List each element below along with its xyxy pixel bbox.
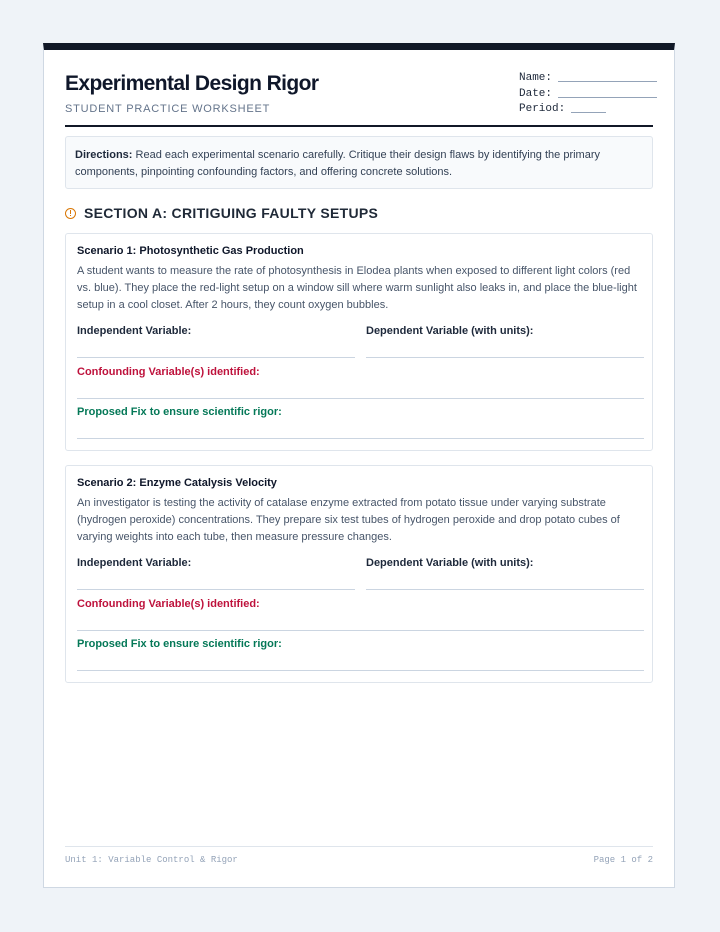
name-field[interactable] xyxy=(558,72,657,82)
proposed-fix-label: Proposed Fix to ensure scientific rigor: xyxy=(77,638,282,650)
section-heading xyxy=(65,205,378,221)
directions-label: Directions: xyxy=(75,149,133,161)
confounding-variable-field[interactable] xyxy=(77,398,644,399)
name-label: Name: xyxy=(519,72,553,84)
proposed-fix-field[interactable] xyxy=(77,438,644,439)
date-field[interactable] xyxy=(558,88,657,98)
footer-page-number: Page 1 of 2 xyxy=(593,855,653,865)
proposed-fix-label: Proposed Fix to ensure scientific rigor: xyxy=(77,406,282,418)
independent-variable-field[interactable] xyxy=(77,357,355,358)
independent-variable-field[interactable] xyxy=(77,589,355,590)
name-row xyxy=(519,72,657,88)
confounding-variable-field[interactable] xyxy=(77,630,644,631)
footer-unit: Unit 1: Variable Control & Rigor xyxy=(65,855,238,865)
section-title: SECTION A: CRITIGUING FAULTY SETUPS xyxy=(84,205,379,221)
page-footer xyxy=(65,846,653,865)
confounding-variable-label: Confounding Variable(s) identified: xyxy=(77,366,260,378)
scenario-title: Scenario 2: Enzyme Catalysis Velocity xyxy=(77,477,277,489)
scenario-title: Scenario 1: Photosynthetic Gas Production xyxy=(77,245,304,257)
dependent-variable-field[interactable] xyxy=(366,589,644,590)
alert-circle-icon xyxy=(65,208,76,219)
directions-text: Read each experimental scenario carefully. Critique their design flaws by identifying the primary components, pinpointing confounding factors, and offering concrete solutions. xyxy=(75,149,600,178)
period-label: Period: xyxy=(519,103,566,115)
scenario-description: A student wants to measure the rate of photosynthesis in Elodea plants when exposed to different light colors (red vs. blue). They place the red-light setup on a window sill where warm sunlight also leaks in, and place the blue-light setup in a cool closet. After 2 hours, they count oxygen bubbles. xyxy=(77,265,637,312)
dependent-variable-field[interactable] xyxy=(366,357,644,358)
page-title: Experimental Design Rigor xyxy=(65,72,319,95)
confounding-variable-label: Confounding Variable(s) identified: xyxy=(77,598,260,610)
dependent-variable-label: Dependent Variable (with units): xyxy=(366,557,534,569)
date-label: Date: xyxy=(519,87,553,100)
worksheet-header xyxy=(65,66,653,127)
scenario-description: An investigator is testing the activity of catalase enzyme extracted from potato tissue under varying substrate (hydrogen peroxide) concentrations. They prepare six test tubes of hydrogen peroxide and drop potato cubes of varying weights into each tube, then measure pressure changes. xyxy=(77,497,620,544)
independent-variable-label: Independent Variable: xyxy=(77,557,192,569)
scenario-card-1 xyxy=(65,233,653,451)
scenario-card-2 xyxy=(65,465,653,683)
directions-box xyxy=(65,136,653,189)
page-subtitle: STUDENT PRACTICE WORKSHEET xyxy=(65,103,271,115)
dependent-variable-label: Dependent Variable (with units): xyxy=(366,325,534,337)
independent-variable-label: Independent Variable: xyxy=(77,325,192,337)
proposed-fix-field[interactable] xyxy=(77,670,644,671)
period-field[interactable] xyxy=(571,103,606,113)
date-row xyxy=(519,88,657,104)
period-row xyxy=(519,103,657,119)
student-info-block xyxy=(519,72,657,119)
worksheet-page xyxy=(43,43,675,888)
